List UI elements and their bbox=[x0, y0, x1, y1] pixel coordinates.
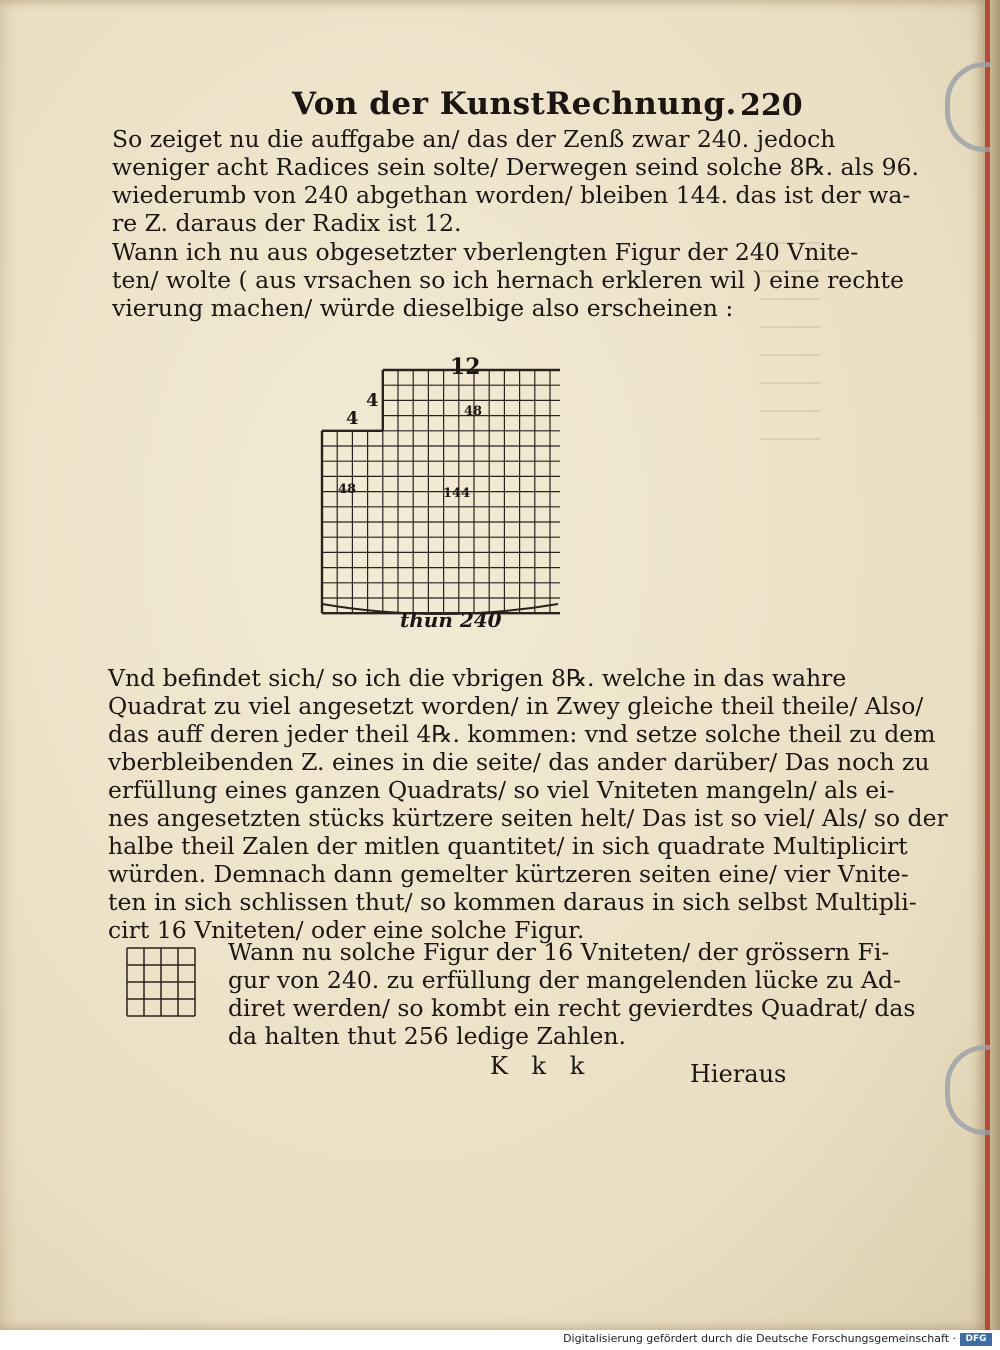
text-line: Wann nu solche Figur der 16 Vniteten/ der grössern Fi- bbox=[228, 938, 890, 966]
label-top-12: 12 bbox=[450, 354, 481, 380]
text-line: vierung machen/ würde dieselbige also erscheinen : bbox=[112, 294, 734, 322]
text-line: weniger acht Radices sein solte/ Derwegen seind solche 8℞. als 96. bbox=[112, 153, 919, 181]
label-cell-center-144: 144 bbox=[443, 486, 471, 501]
signature-mark: K k k bbox=[490, 1052, 593, 1080]
text-line: erfüllung eines ganzen Quadrats/ so viel Vniteten mangeln/ als ei- bbox=[108, 776, 895, 804]
text-line: das auff deren jeder theil 4℞. kommen: vnd setze solche theil zu dem bbox=[108, 720, 936, 748]
text-line: re Z. daraus der Radix ist 12. bbox=[112, 209, 462, 237]
text-line: Vnd befindet sich/ so ich die vbrigen 8℞. welche in das wahre bbox=[108, 664, 847, 692]
text-line: würden. Demnach dann gemelter kürtzeren seiten eine/ vier Vnite- bbox=[108, 860, 909, 888]
text-line: ten in sich schlissen thut/ so kommen daraus in sich selbst Multipli- bbox=[108, 888, 917, 916]
dfg-logo-icon: DFG bbox=[960, 1333, 992, 1346]
text-line: cirt 16 Vniteten/ oder eine solche Figur. bbox=[108, 916, 585, 944]
text-line: wiederumb von 240 abgethan worden/ bleiben 144. das ist der wa- bbox=[112, 181, 911, 209]
text-line: halbe theil Zalen der mitlen quantitet/ in sich quadrate Multiplicirt bbox=[108, 832, 908, 860]
page-edge bbox=[990, 0, 1000, 1330]
square-diagram bbox=[300, 352, 560, 632]
running-head-title: Von der KunstRechnung. bbox=[292, 86, 737, 122]
label-side-upper-4: 4 bbox=[366, 390, 379, 411]
text-line: Quadrat zu viel angesetzt worden/ in Zwey gleiche theil theile/ Also/ bbox=[108, 692, 924, 720]
paragraph-3 bbox=[108, 664, 948, 944]
label-bottom-thun-240: thun 240 bbox=[400, 608, 502, 632]
text-line: vberbleibenden Z. eines in die seite/ das ander darüber/ Das noch zu bbox=[108, 748, 930, 776]
text-line: diret werden/ so kombt ein recht gevierdtes Quadrat/ das bbox=[228, 994, 916, 1022]
text-line: ten/ wolte ( aus vrsachen so ich hernach erkleren wil ) eine rechte bbox=[112, 266, 904, 294]
text-line: Wann ich nu aus obgesetzter vberlengten Figur der 240 Vnite- bbox=[112, 238, 859, 266]
paragraph-2 bbox=[112, 238, 904, 322]
footer-credit: Digitalisierung gefördert durch die Deutsche Forschungsgemeinschaft · bbox=[563, 1332, 956, 1345]
footer-bar bbox=[0, 1330, 1000, 1350]
small-grid-svg bbox=[125, 946, 197, 1018]
page-number: 220 bbox=[740, 88, 803, 123]
paragraph-4 bbox=[228, 938, 916, 1050]
text-line: nes angesetzten stücks kürtzere seiten helt/ Das ist so viel/ Als/ so der bbox=[108, 804, 948, 832]
label-cell-top-48: 48 bbox=[464, 404, 483, 419]
small-4x4-grid bbox=[125, 946, 197, 1018]
text-line: gur von 240. zu erfüllung der mangelenden lücke zu Ad- bbox=[228, 966, 901, 994]
text-line: da halten thut 256 ledige Zahlen. bbox=[228, 1022, 626, 1050]
text-line: So zeiget nu die auffgabe an/ das der Zenß zwar 240. jedoch bbox=[112, 125, 836, 153]
catchword: Hieraus bbox=[690, 1060, 787, 1088]
label-cell-left-48: 48 bbox=[338, 482, 357, 497]
paragraph-1 bbox=[112, 125, 919, 237]
label-side-left-4: 4 bbox=[346, 408, 359, 429]
